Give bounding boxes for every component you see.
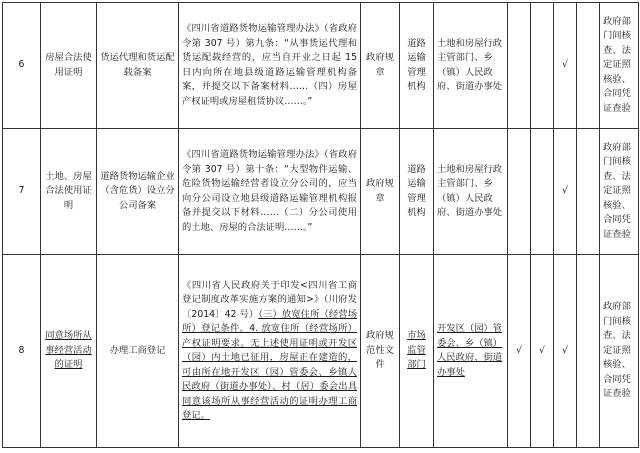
certificate-cancellation-table — [2, 2, 639, 448]
verifying-department: 土地和房屋行政主管部门、乡（镇）人民政府、街道办事处 — [434, 3, 508, 129]
row-number: 8 — [3, 255, 41, 448]
verifying-department: 土地和房屋行政主管部门、乡（镇）人民政府、街道办事处 — [434, 129, 508, 255]
certificate-item: 土地、房屋合法使用证明 — [41, 129, 97, 255]
related-matter: 道路货物运输企业（含危货）设立分公司备案 — [97, 129, 179, 255]
basis-type: 政府规章 — [361, 129, 400, 255]
handling-agency: 道路运输管理机构 — [400, 129, 434, 255]
legal-basis-document: 《四川省人民政府关于印发<四川省工商登记制度改革实施方案的通知>》（川府发〔2014〕42 号） — [182, 279, 357, 320]
check-mark: √ — [554, 3, 577, 129]
handling-agency: 道路运输管理机构 — [400, 3, 434, 129]
basis-type: 政府规范性文件 — [361, 255, 400, 448]
verifying-department: 开发区（园）管委会、乡（镇）人民政府、街道办事处 — [434, 255, 508, 448]
check-mark — [531, 3, 554, 129]
check-mark — [508, 3, 531, 129]
check-mark: √ — [554, 255, 577, 448]
legal-basis: 《四川省道路货物运输管理办法》（省政府令第 307 号）第十条：“大型物件运输、危险货物运输经营者设立分公司的，应当向分公司设立地县级道路运输管理机构报备并提交以下材料……（二）分公司使用的土地、房屋的合法证明……。” — [179, 129, 361, 255]
check-mark: √ — [508, 255, 531, 448]
related-matter: 办理工商登记 — [97, 255, 179, 448]
row-number: 6 — [3, 3, 41, 129]
check-mark: √ — [554, 129, 577, 255]
table-row — [3, 3, 639, 129]
check-mark — [577, 3, 600, 129]
legal-basis-clause: （三）放宽住所（经营场所）登记条件。4. 放宽住所（经营场所）产权证明要求。无上述使用证明或开发区（园）内土地已征用，房屋正在建造的，可由所在地开发区（园）管委会、乡镇人民政府（街道办事处）、村（居）委会出具同意该场所从事经营活动的证明办理工商登记。 — [182, 308, 357, 421]
cancellation-method: 政府部门间核查、法定证照核验、合同凭证查验 — [600, 3, 639, 129]
check-mark: √ — [531, 255, 554, 448]
certificate-item: 同意场所从事经营活动的证明 — [41, 255, 97, 448]
legal-basis — [179, 255, 361, 448]
check-mark — [531, 129, 554, 255]
basis-type: 政府规章 — [361, 3, 400, 129]
check-mark — [577, 129, 600, 255]
row-number: 7 — [3, 129, 41, 255]
related-matter: 货运代理和货运配载备案 — [97, 3, 179, 129]
table-row — [3, 255, 639, 448]
handling-agency: 市场监管部门 — [400, 255, 434, 448]
certificate-item: 房屋合法使用证明 — [41, 3, 97, 129]
cancellation-method: 政府部门间核查、法定证照核验、合同凭证查验 — [600, 255, 639, 448]
check-mark — [508, 129, 531, 255]
legal-basis: 《四川省道路货物运输管理办法》（省政府令第 307 号）第九条：“从事货运代理和货运配载经营的，应当自开业之日起 15 日内向所在地县级道路运输管理机构备案，并提交以下备案材料……（四）房屋产权证明或房屋租赁协议……。” — [179, 3, 361, 129]
table-row — [3, 129, 639, 255]
check-mark — [577, 255, 600, 448]
cancellation-method: 政府部门间核查、法定证照核验、合同凭证查验 — [600, 129, 639, 255]
